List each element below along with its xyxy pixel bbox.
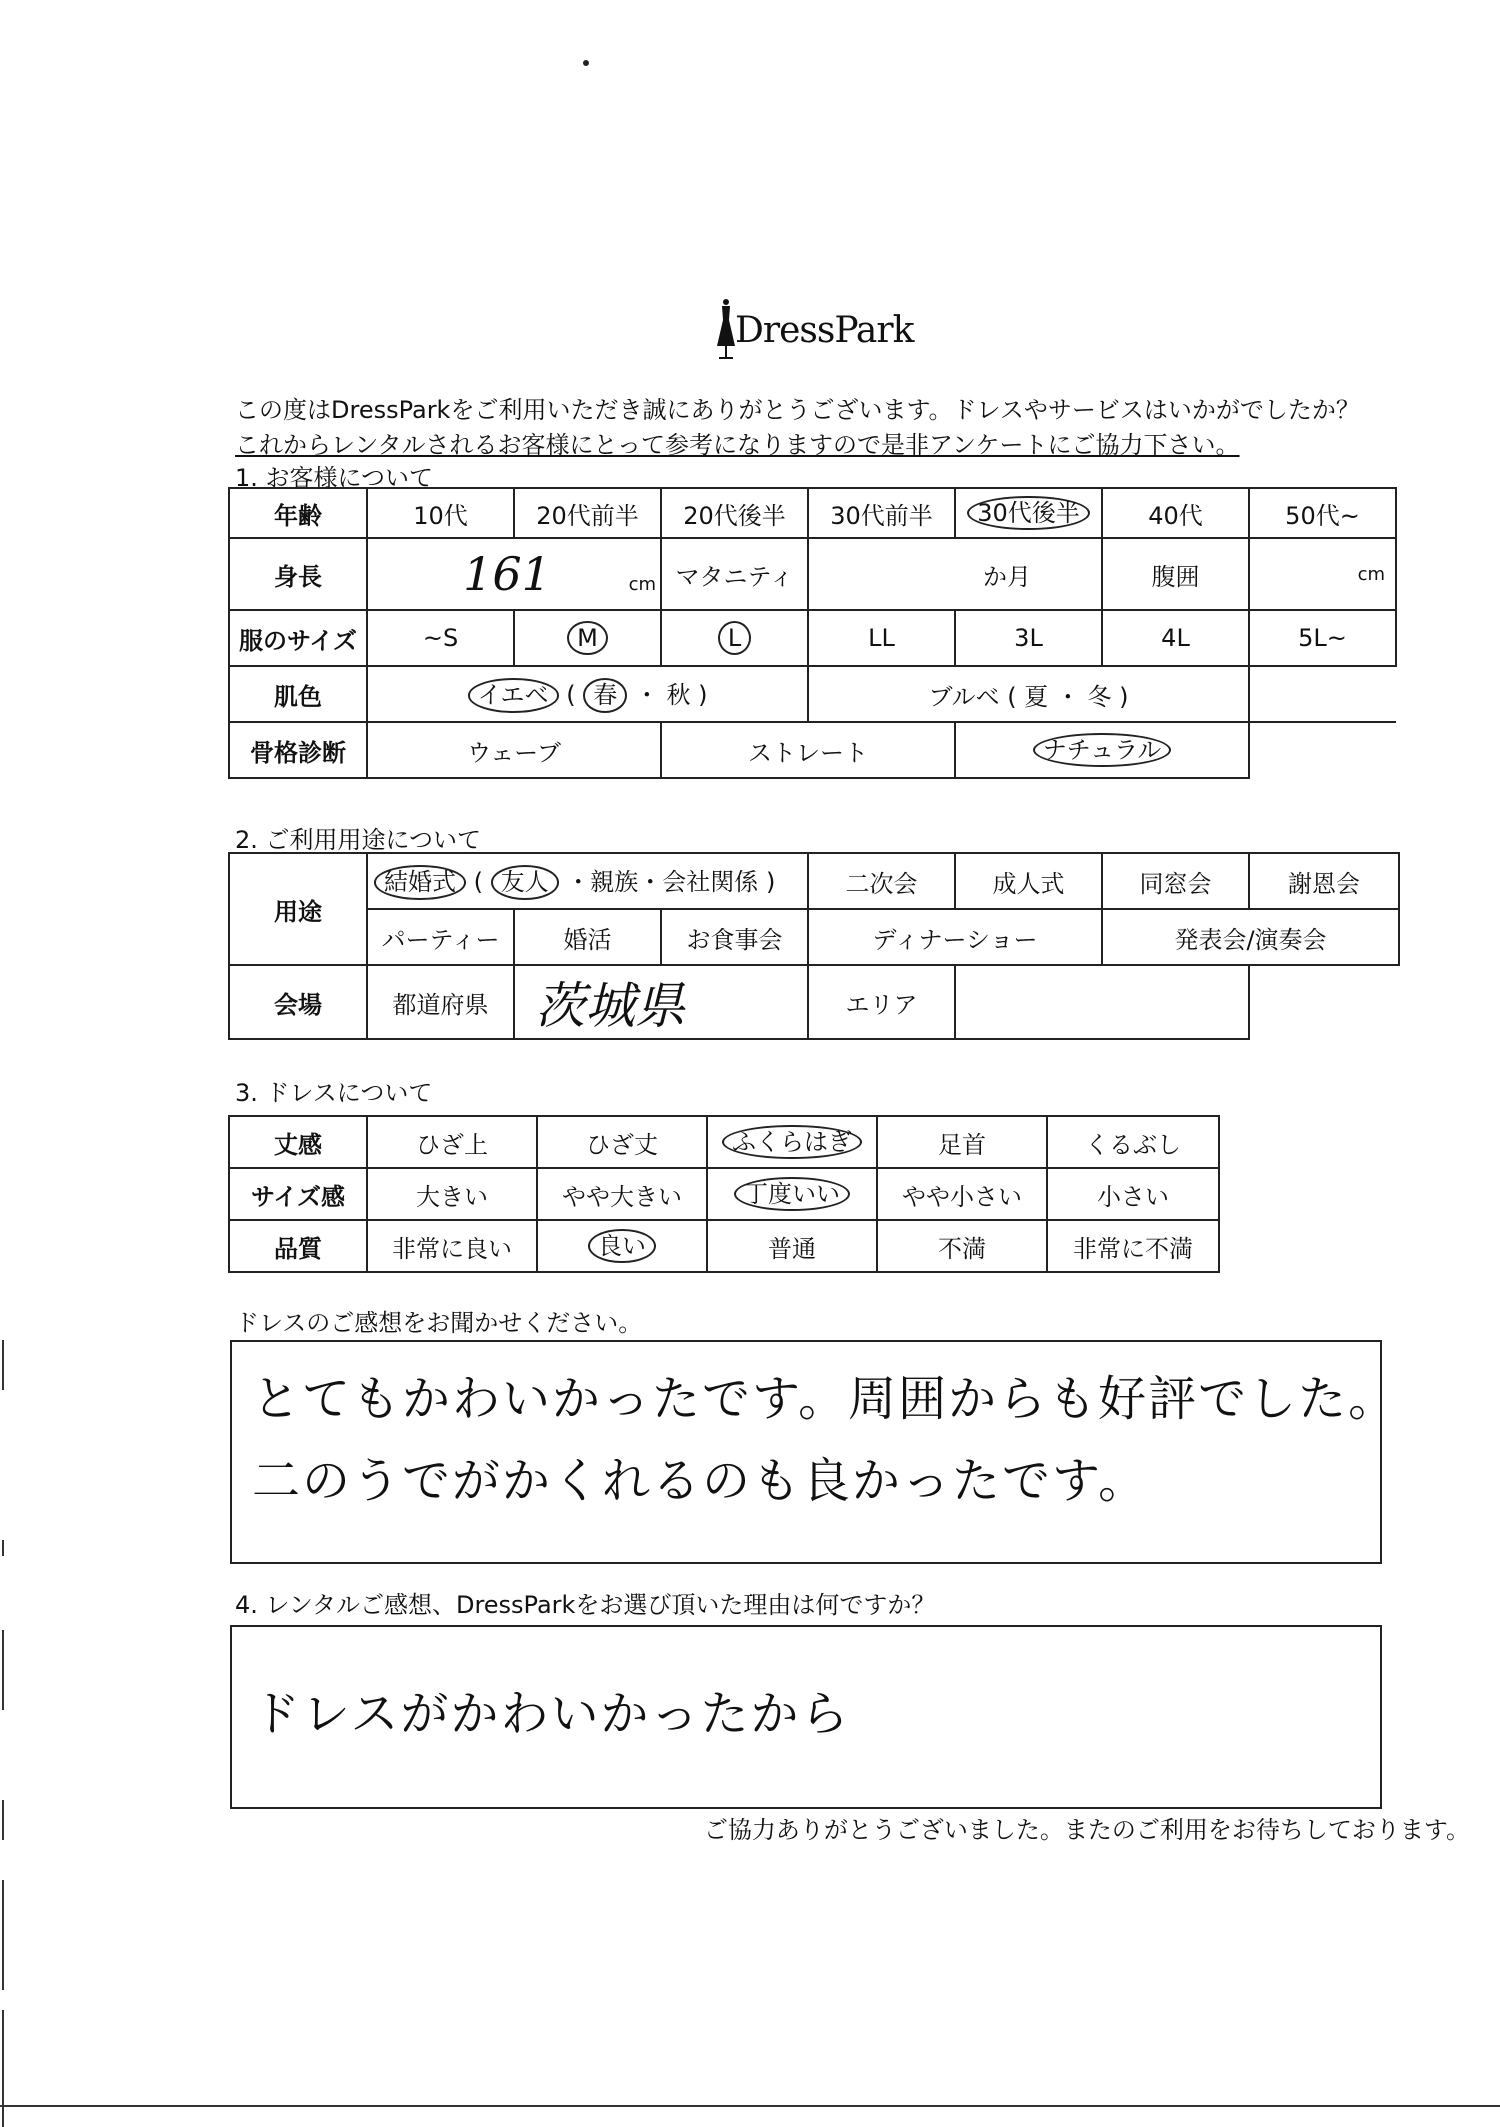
skin-blue-group[interactable] [808,666,1249,722]
scan-edge-mark [2,1800,4,1840]
frame-option[interactable]: ストレート [661,722,955,778]
fit-option[interactable]: 小さい [1047,1168,1219,1220]
quality-option[interactable]: 非常に良い [367,1220,537,1272]
maternity-months-field[interactable]: か月 [808,538,1102,610]
length-option[interactable]: ひざ丈 [537,1116,707,1168]
maternity-label: マタニティ [661,538,808,610]
height-value: 161 [463,547,551,601]
selected-circle: 春 [583,678,627,712]
size-option[interactable]: 5L~ [1249,610,1396,666]
frame-label: 骨格診断 [229,722,367,778]
dot: ・ [634,681,659,710]
length-option[interactable]: ひざ上 [367,1116,537,1168]
purpose-option[interactable]: 成人式 [955,853,1102,909]
selected-circle: ふくらはぎ [722,1125,862,1159]
quality-option[interactable]: 不満 [877,1220,1047,1272]
frame-option[interactable]: ウェーブ [367,722,661,778]
logo-text: DressPark [735,310,914,351]
scan-bottom-line [0,2105,1500,2107]
size-option[interactable]: ~S [367,610,514,666]
scan-edge-mark [2,2010,4,2127]
selected-circle: 結婚式 [374,865,466,899]
selected-circle: L [718,621,751,655]
reason-box[interactable] [230,1625,1382,1809]
scan-edge-mark [2,1630,4,1710]
purpose-option[interactable]: ディナーショー [808,909,1102,965]
paren: ( [473,868,484,897]
quality-option[interactable]: 普通 [707,1220,877,1272]
size-option-selected[interactable] [661,610,808,666]
age-option[interactable]: 50代~ [1249,488,1396,538]
skin-yellow-group[interactable] [367,666,808,722]
relatives-options: ・親族・会社関係 [566,868,759,897]
skin-label: 肌色 [229,666,367,722]
section3-heading: 3. ドレスについて [235,1079,433,1107]
purpose-option[interactable]: 婚活 [514,909,661,965]
impressions-heading: ドレスのご感想をお聞かせください。 [235,1309,643,1337]
size-option[interactable]: LL [808,610,955,666]
age-option[interactable]: 20代後半 [661,488,808,538]
area-field[interactable] [955,965,1249,1039]
fit-option[interactable]: 大きい [367,1168,537,1220]
impressions-line-2: 二のうでがかくれるのも良かったです。 [252,1453,1149,1509]
age-option-selected[interactable] [955,488,1102,538]
selected-circle: 丁度いい [734,1177,850,1211]
impressions-box[interactable] [230,1340,1399,1564]
intro-line-1: この度はDressParkをご利用いただき誠にありがとうございます。ドレスやサービスはいかがでしたか？ [235,396,1360,424]
winter-option: 冬 [1087,682,1112,711]
scan-dot [583,60,589,66]
dresspark-logo [705,290,925,370]
height-field[interactable] [367,538,661,610]
purpose-option[interactable]: パーティー [367,909,514,965]
selected-circle: M [567,621,608,655]
waist-label: 腹囲 [1102,538,1249,610]
quality-option[interactable]: 非常に不満 [1047,1220,1219,1272]
purpose-wedding-group[interactable] [367,853,808,909]
age-option[interactable]: 20代前半 [514,488,661,538]
scan-edge-mark [2,1880,4,1990]
purpose-option[interactable]: 二次会 [808,853,955,909]
scan-edge-mark [2,1540,4,1556]
row-label: サイズ感 [229,1168,367,1220]
length-option-selected[interactable] [707,1116,877,1168]
row-label: 丈感 [229,1116,367,1168]
selected-circle: ナチュラル [1033,733,1172,767]
height-label: 身長 [229,538,367,610]
section2-heading: 2. ご利用用途について [235,826,482,854]
age-option[interactable]: 40代 [1102,488,1249,538]
size-option[interactable]: 3L [955,610,1102,666]
waist-field[interactable]: cm [1249,538,1396,610]
length-option[interactable]: くるぶし [1047,1116,1219,1168]
selected-circle: イエベ [468,678,559,712]
empty-cell [1249,965,1399,1039]
selected-circle: 良い [588,1229,656,1263]
pref-field[interactable] [514,965,808,1039]
size-label: 服のサイズ [229,610,367,666]
fit-option[interactable]: やや大きい [537,1168,707,1220]
customer-table [228,487,1397,779]
fit-option[interactable]: やや小さい [877,1168,1047,1220]
summer-option: 夏 [1024,682,1049,711]
paren: ) [1119,682,1129,711]
purpose-label: 用途 [229,853,367,965]
purpose-option[interactable]: 謝恩会 [1249,853,1399,909]
height-unit: cm [628,574,656,595]
autumn-option: 秋 [666,681,691,710]
selected-circle: 30代後半 [967,496,1090,530]
scan-edge-mark [2,1340,4,1390]
age-label: 年齢 [229,488,367,538]
reason-answer: ドレスがかわいかったから [252,1686,851,1742]
area-label: エリア [808,965,955,1039]
age-option[interactable]: 10代 [367,488,514,538]
size-option[interactable]: 4L [1102,610,1249,666]
usage-table [228,852,1400,1040]
purpose-option[interactable]: 発表会/演奏会 [1102,909,1399,965]
thanks-text: ご協力ありがとうございました。またのご利用をお待ちしております。 [703,1816,1470,1844]
dress-table [228,1115,1220,1273]
paren: ) [765,868,776,897]
paren: ) [698,681,708,710]
empty-cell [1249,722,1396,778]
pref-label: 都道府県 [367,965,514,1039]
blue-option: ブルベ [928,682,1000,711]
purpose-option[interactable]: お食事会 [661,909,808,965]
impressions-line-1: とてもかわいかったです。周囲からも好評でした。 [252,1371,1399,1427]
section4-heading: 4. レンタルご感想、DressParkをお選び頂いた理由は何ですか？ [235,1591,936,1619]
venue-label: 会場 [229,965,367,1039]
age-option[interactable]: 30代前半 [808,488,955,538]
section1-heading: 1. お客様について [235,464,434,492]
selected-circle: 友人 [491,865,559,899]
intro-line-2: これからレンタルされるお客様にとって参考になりますので是非アンケートにご協力下さい。 [235,431,1240,459]
fit-option-selected[interactable] [707,1168,877,1220]
frame-option-selected[interactable] [955,722,1249,778]
empty-cell [1249,666,1396,722]
length-option[interactable]: 足首 [877,1116,1047,1168]
row-label: 品質 [229,1220,367,1272]
paren: ( [566,681,576,710]
size-option-selected[interactable] [514,610,661,666]
quality-option-selected[interactable] [537,1220,707,1272]
pref-value: 茨城県 [535,977,685,1035]
dot: ・ [1055,682,1080,711]
paren: ( [1007,682,1017,711]
purpose-option[interactable]: 同窓会 [1102,853,1249,909]
